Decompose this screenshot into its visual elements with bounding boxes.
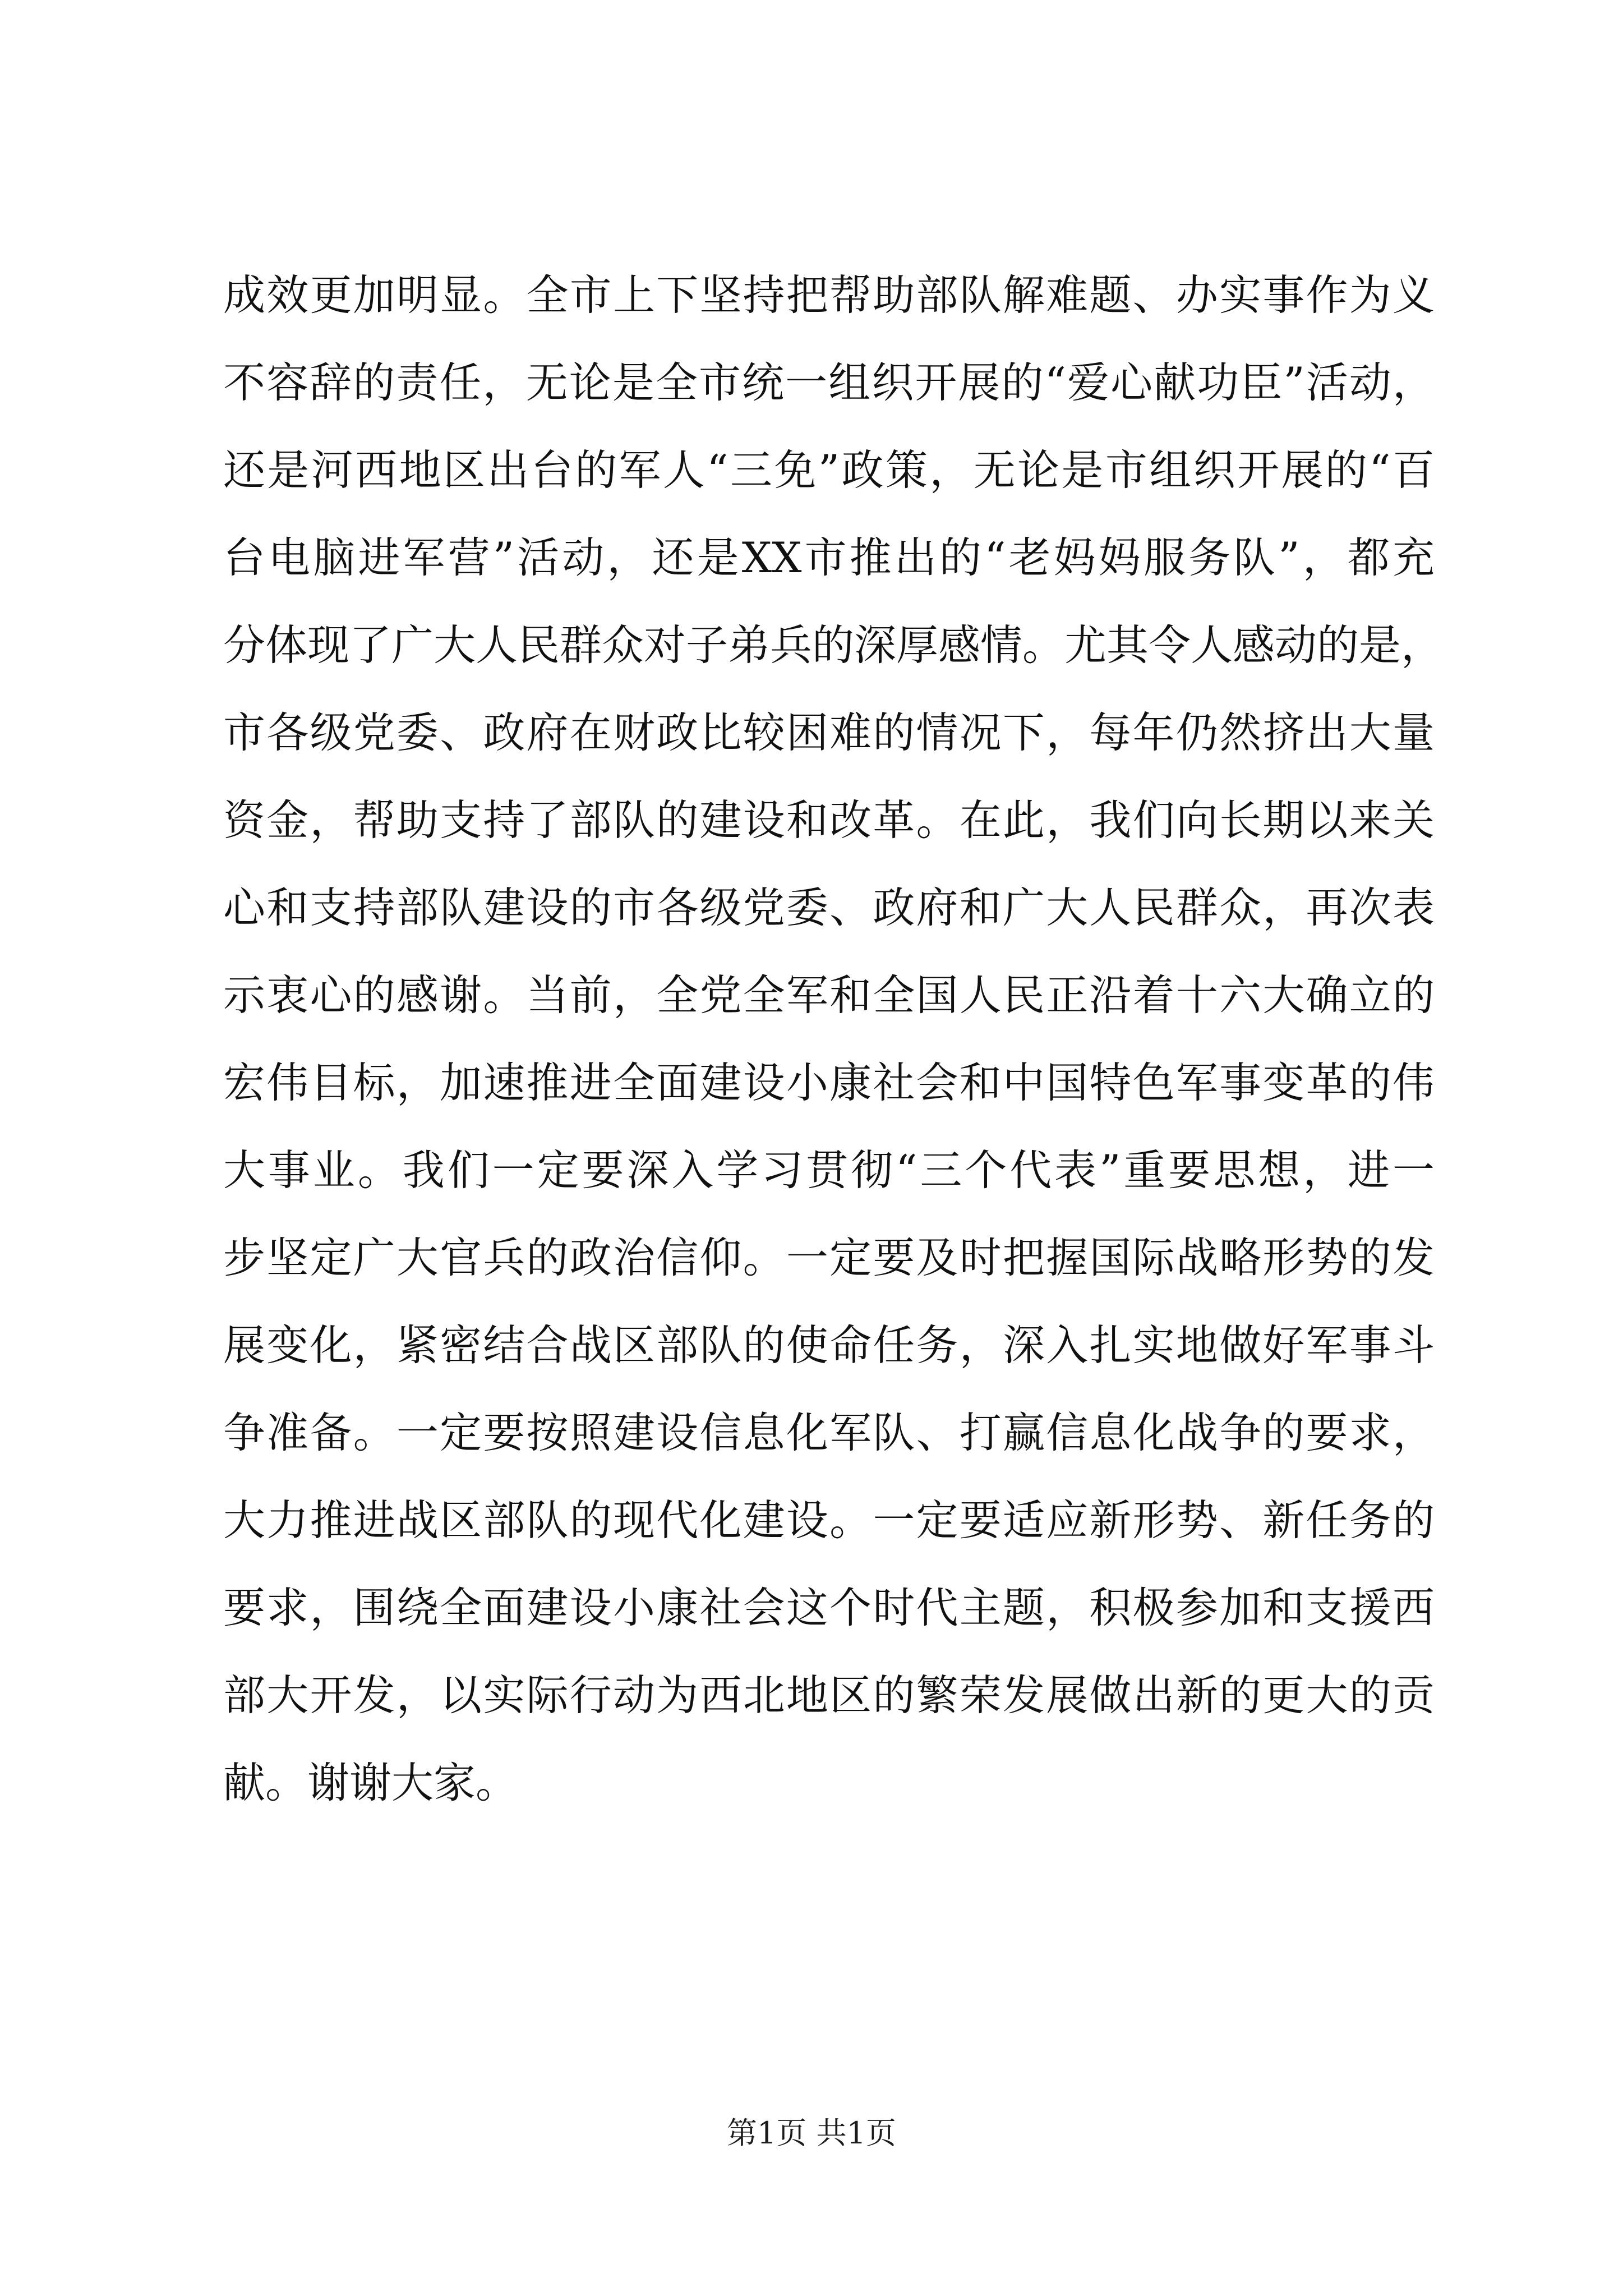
page-number-footer: 第1页 共1页 (727, 2115, 896, 2151)
text-line: 步坚定广大官兵的政治信仰。一定要及时把握国际战略形势的发 (223, 1233, 1435, 1282)
text-line: 献。谢谢大家。 (223, 1758, 518, 1807)
text-line: 示衷心的感谢。当前，全党全军和全国人民正沿着十六大确立的 (223, 970, 1435, 1020)
text-line: 分体现了广大人民群众对子弟兵的深厚感情。尤其令人感动的是， (223, 620, 1444, 670)
text-line: 宏伟目标，加速推进全面建设小康社会和中国特色军事变革的伟 (223, 1058, 1435, 1107)
body-paragraph (223, 251, 1444, 1826)
text-line: 成效更加明显。全市上下坚持把帮助部队解难题、办实事作为义 (223, 270, 1435, 320)
text-line: 争准备。一定要按照建设信息化军队、打赢信息化战争的要求， (223, 1408, 1435, 1457)
text-line: 台电脑进军营”活动，还是XX市推出的“老妈妈服务队”，都充 (223, 533, 1435, 582)
text-line: 展变化，紧密结合战区部队的使命任务，深入扎实地做好军事斗 (223, 1320, 1435, 1370)
text-line: 大事业。我们一定要深入学习贯彻“三个代表”重要思想，进一 (223, 1145, 1435, 1195)
text-line: 资金，帮助支持了部队的建设和改革。在此，我们向长期以来关 (223, 795, 1435, 845)
text-line: 要求，围绕全面建设小康社会这个时代主题，积极参加和支援西 (223, 1583, 1435, 1632)
text-line: 还是河西地区出台的军人“三免”政策，无论是市组织开展的“百 (223, 445, 1435, 495)
text-line: 不容辞的责任，无论是全市统一组织开展的“爱心献功臣”活动， (223, 358, 1435, 407)
text-line: 部大开发，以实际行动为西北地区的繁荣发展做出新的更大的贡 (223, 1671, 1435, 1720)
text-line: 大力推进战区部队的现代化建设。一定要适应新形势、新任务的 (223, 1496, 1435, 1545)
text-line: 心和支持部队建设的市各级党委、政府和广大人民群众，再次表 (223, 883, 1435, 932)
text-line: 市各级党委、政府在财政比较困难的情况下，每年仍然挤出大量 (223, 708, 1435, 757)
